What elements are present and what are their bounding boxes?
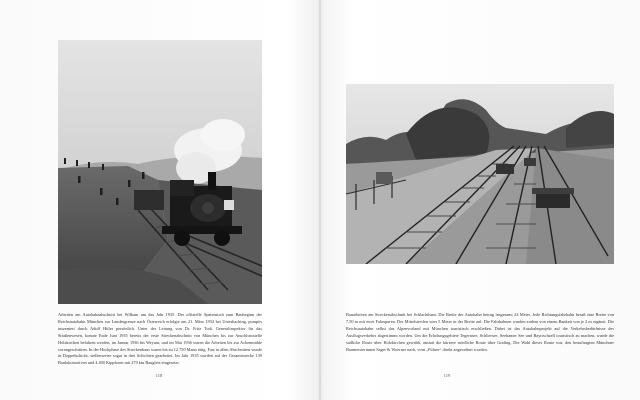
- left-page-number: 118: [155, 373, 163, 378]
- rail-track-photo-icon: [346, 84, 614, 264]
- right-photo: [346, 84, 614, 264]
- steam-locomotive-photo-icon: [58, 40, 262, 304]
- left-photo: [58, 40, 262, 304]
- book-gutter: [319, 0, 321, 400]
- left-caption: Arbeiten am Autobahnabschnitt bei Wilkam um das Jahr 1935. Der offizielle Spatenstich zum Baubeginn der Reichsautobahn München zur Landesgrenze nach Österreich erfolgte am 21. März 1934 bei Unterhaching, pompös inszeniert durch Adolf Hitler persönlich. Unter der Leitung von Dr. Fritz Todt, Generalinspektor für das Straßenwesen, konnte Ende Juni 1935 bereits der erste Streckenabschnitt von München bis zur Anschlussstelle Holzkirchen befahren werden, im Januar 1936 bis Weyarn, und im Mai 1936 waren die Arbeiten bis zur Achenmühle vorangeschritten. In der Hochphase des Streckenbaus waren bis zu 12.750 Mann tätig. Fast in allen Abschnitten wurde in Doppelschicht, stellenweise sogar in drei Schichten gearbeitet. Im Jahr 1935 wurden auf der Gesamtstrecke 139 Baulokomotiven und 4.400 Kipploren mit 270 km Baugleis eingesetzt.: [58, 312, 262, 366]
- right-caption: Bauarbeiten am Streckenabschnitt bei Schlachtham. Die Breite der Autobahn betrug insgesamt 24 Meter. Jede Richtungsfahrbahn besaß eine Breite von 7,50 m mit zwei Fahrspuren. Der Mittelstreifen wies 5 Meter in der Breite auf. Die Fahrbahnen wurden zudem von einem Bankett von je 2 m ergänzt. Die Reichsautobahn selbst das Alpenvorland mit München touristisch erschließen. Dabei ist das Autobahnprojekt auf die Verkehrsbedürfnisse des Ausflugsverkehrs abgestimmt worden. Um die Erholungsgebiete Tegernsee, Schliersee, Seehamer See und Bayrischzell touristisch zu machen, wurde die südliche Route über Holzkirchen gewählt, anstatt die kürzere nördliche Route über Grafing. Die Wahl dieser Route war, den beauftragten Münchner Baumeisterinnen Sager & Woerner nach, vom „Führer“ direkt angeordnet worden.: [346, 312, 614, 352]
- right-page-number: 119: [443, 373, 451, 378]
